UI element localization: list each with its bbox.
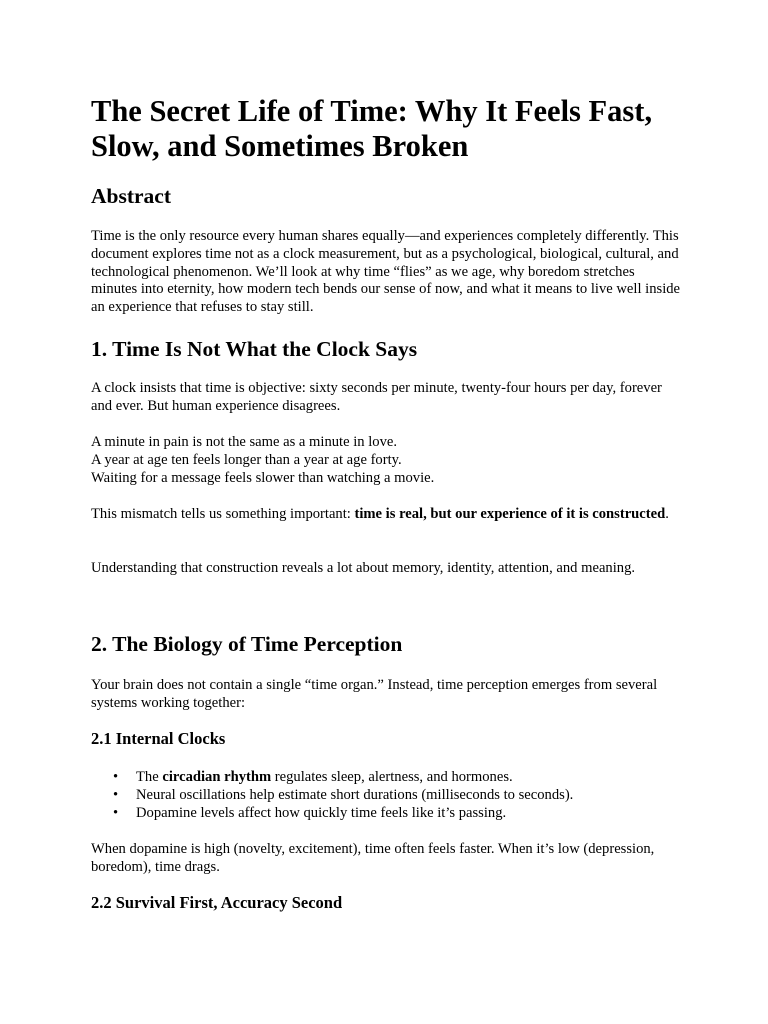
subsection-2-2-heading: 2.2 Survival First, Accuracy Second: [91, 893, 343, 912]
mismatch-text: This mismatch tells us something important:: [91, 506, 355, 522]
section-2-paragraph-1: Your brain does not contain a single “time organ.” Instead, time perception emerges from several systems working together:: [91, 677, 658, 711]
list-item: [91, 787, 573, 805]
section-2-heading: 2. The Biology of Time Perception: [91, 632, 403, 656]
bullet-icon: •: [113, 804, 119, 821]
list-item: [91, 805, 573, 823]
title-line-2: Slow, and Sometimes Broken: [91, 129, 469, 163]
document-title: [91, 94, 691, 164]
example-line-1: A minute in pain is not the same as a minute in love.: [91, 434, 398, 450]
section-1-heading: 1. Time Is Not What the Clock Says: [91, 337, 418, 361]
internal-clocks-list: [91, 769, 573, 822]
circadian-rhythm-term: circadian rhythm: [162, 769, 272, 785]
bullet-icon: •: [113, 786, 119, 803]
section-1-paragraph-1: A clock insists that time is objective: sixty seconds per minute, twenty-four hours per day, forever and ever. But human experience disagrees.: [91, 380, 662, 414]
section-1-paragraph-4: Understanding that construction reveals a lot about memory, identity, attention, and meaning.: [91, 560, 636, 576]
list-item: [91, 769, 573, 787]
bullet-icon: •: [113, 769, 119, 785]
section-2-paragraph-2: When dopamine is high (novelty, excitement), time often feels faster. When it’s low (depression, boredom), time drags.: [91, 841, 655, 875]
title-line-1: The Secret Life of Time: Why It Feels Fast,: [91, 94, 653, 128]
mismatch-period: .: [665, 506, 669, 522]
list-item-text: Neural oscillations help estimate short durations (milliseconds to seconds).: [136, 786, 574, 803]
example-line-2: A year at age ten feels longer than a year at age forty.: [91, 451, 402, 468]
list-item-text: The: [136, 769, 163, 785]
subsection-2-1-heading: 2.1 Internal Clocks: [91, 729, 226, 748]
abstract-paragraph: Time is the only resource every human shares equally—and experiences completely differently. This document explores time not as a clock measurement, but as a psychological, biological, cultural, and technological phenomenon. We’ll look at why time “flies” as we age, why boredom stretches minutes into eternity, how modern tech bends our sense of now, and what it means to live well inside an experience that refuses to stay still.: [91, 228, 681, 316]
list-item-text: Dopamine levels affect how quickly time feels like it’s passing.: [136, 804, 507, 821]
example-line-3: Waiting for a message feels slower than watching a movie.: [91, 469, 435, 486]
list-item-text: regulates sleep, alertness, and hormones.: [271, 769, 513, 785]
mismatch-emphasis: time is real, but our experience of it is constructed: [354, 506, 666, 522]
section-1-paragraph-3: [91, 506, 683, 524]
abstract-heading: Abstract: [91, 184, 172, 208]
section-1-examples: [91, 434, 683, 487]
